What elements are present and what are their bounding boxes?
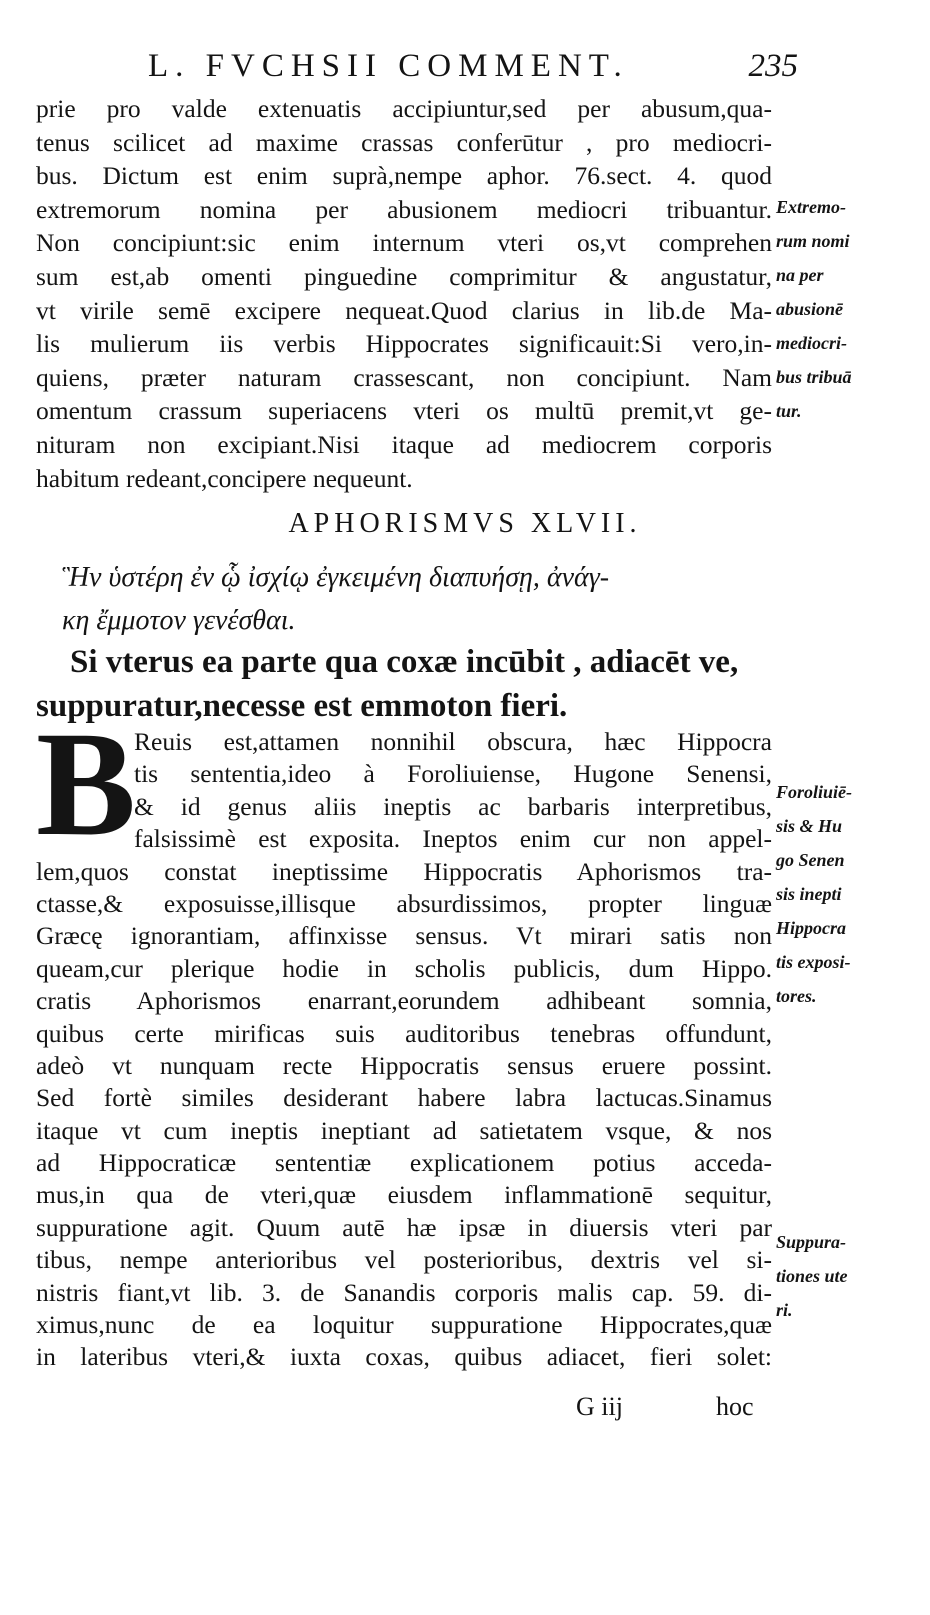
text-line: vt virile semē excipere nequeat.Quod clarius in lib.de Ma-: [36, 295, 772, 325]
commentary-line: adeò vt nunquam recte Hippocratis sensus eruere possint.: [36, 1050, 772, 1080]
page-header: [148, 44, 798, 88]
commentary-line: Reuis est,attamen nonnihil obscura, hæc Hippocra: [134, 727, 772, 756]
catchword: hoc: [716, 1392, 754, 1421]
page-number: 235: [748, 48, 798, 84]
text-line: extremorum nomina per abusionem mediocri tribuantur.: [36, 194, 772, 224]
commentary-line: itaque vt cum ineptis ineptiant ad satietatem vsque, & nos: [36, 1115, 772, 1145]
margin-note-line: Suppura-: [776, 1232, 847, 1252]
margin-note-suppurationes: [776, 1225, 896, 1327]
commentary-line: queam,cur plerique hodie in scholis publicis, dum Hippo.: [36, 953, 772, 983]
margin-note-line: ri.: [776, 1300, 793, 1320]
commentary-line: & id genus aliis ineptis ac barbaris interpretibus,: [134, 791, 772, 821]
commentary-line: suppuratione agit. Quum autē hæ ipsæ in diuersis vteri par: [36, 1212, 772, 1242]
latin-aphorism-line: suppuratur,necesse est emmoton fieri.: [36, 688, 568, 724]
commentary-line: falsissimè est exposita. Ineptos enim cur non appel-: [134, 824, 772, 854]
margin-note-extremorum: [776, 190, 896, 428]
aphorism-title: APHORISMVS XLVII.: [288, 508, 642, 539]
commentary-line: Sed fortè similes desiderant habere labra lactucas.Sinamus: [36, 1083, 772, 1113]
commentary-text-block: [36, 726, 772, 1374]
greek-line: Ἣν ὑστέρη ἐν ᾧ ἰσχίῳ ἐγκειμένη διαπυήσῃ, ἀνάγ-: [62, 562, 610, 593]
margin-note-line: tiones ute: [776, 1266, 848, 1286]
commentary-line: lem,quos constat ineptissime Hippocratis Aphorismos tra-: [36, 856, 772, 886]
margin-note-line: sis inepti: [776, 884, 842, 904]
text-line: sum est,ab omenti pinguedine comprimitur & angustatur,: [36, 261, 772, 291]
text-line: lis mulierum iis verbis Hippocrates significauit:Si vero,in-: [36, 329, 772, 359]
commentary-line: nistris fiant,vt lib. 3. de Sanandis corporis malis cap. 59. di-: [36, 1277, 772, 1307]
commentary-line: mus,in qua de vteri,quæ eiusdem inflammationē sequitur,: [36, 1180, 772, 1210]
commentary-line: ximus,nunc de ea loquitur suppuratione Hippocrates,quæ: [36, 1310, 772, 1340]
greek-line: κη ἔμμοτον γενέσθαι.: [62, 605, 296, 636]
commentary-line: tis sententia,ideo à Foroliuiense, Hugone Senensi,: [134, 759, 772, 789]
commentary-line: quibus certe mirificas suis auditoribus tenebras offundunt,: [36, 1018, 772, 1048]
commentary-line: tibus, nempe anterioribus vel posterioribus, dextris vel si-: [36, 1245, 772, 1275]
signature-mark: G iij: [576, 1392, 623, 1421]
text-line: omentum crassum superiacens vteri os multū premit,vt ge-: [36, 396, 772, 426]
margin-note-line: Hippocra: [776, 918, 846, 938]
margin-note-line: bus tribuā: [776, 367, 852, 387]
greek-aphorism: [62, 556, 762, 642]
margin-note-line: go Senen: [776, 850, 845, 870]
margin-note-line: rum nomi: [776, 231, 850, 251]
margin-note-line: tis exposi-: [776, 952, 851, 972]
text-line: bus. Dictum est enim suprà,nempe aphor. 76.sect. 4. quod: [36, 161, 772, 191]
margin-note-line: abusionē: [776, 299, 844, 319]
commentary-line: ctasse,& exposuisse,illisque absurdissimos, propter linguæ: [36, 888, 772, 918]
text-line: habitum redeant,concipere nequeunt.: [36, 463, 413, 493]
commentary-line: Græcę ignorantiam, affinxisse sensus. Vt mirari satis non: [36, 921, 772, 951]
margin-note-line: tores.: [776, 986, 817, 1006]
margin-note-foroliuiensis: [776, 775, 896, 1013]
text-line: Non concipiunt:sic enim internum vteri os,vt comprehen: [36, 228, 772, 258]
drop-cap-initial: B: [36, 701, 137, 867]
margin-note-line: sis & Hu: [776, 816, 843, 836]
commentary-line: cratis Aphorismos enarrant,eorundem adhibeant somnia,: [36, 986, 772, 1016]
margin-note-line: tur.: [776, 401, 802, 421]
latin-aphorism-line: Si vterus ea parte qua coxæ incūbit , adiacēt ve,: [70, 644, 739, 680]
margin-note-line: mediocri-: [776, 333, 847, 353]
latin-aphorism: [36, 640, 772, 728]
margin-note-line: na per: [776, 265, 824, 285]
text-line: nituram non excipiant.Nisi itaque ad mediocrem corporis: [36, 429, 772, 459]
commentary-line: in lateribus vteri,& iuxta coxas, quibus adiacet, fieri solet:: [36, 1342, 772, 1372]
margin-note-line: Extremo-: [776, 197, 846, 217]
commentary-line: ad Hippocraticæ sententiæ explicationem potius acceda-: [36, 1148, 772, 1178]
running-head: L. FVCHSII COMMENT.: [148, 48, 629, 84]
margin-note-line: Foroliuiē-: [776, 782, 853, 802]
upper-text-block: [36, 92, 772, 495]
text-line: quiens, præter naturam crassescant, non concipiunt. Nam: [36, 362, 772, 392]
text-line: tenus scilicet ad maxime crassas conferūtur , pro mediocri-: [36, 127, 772, 157]
text-line: prie pro valde extenuatis accipiuntur,sed per abusum,qua-: [36, 94, 772, 123]
